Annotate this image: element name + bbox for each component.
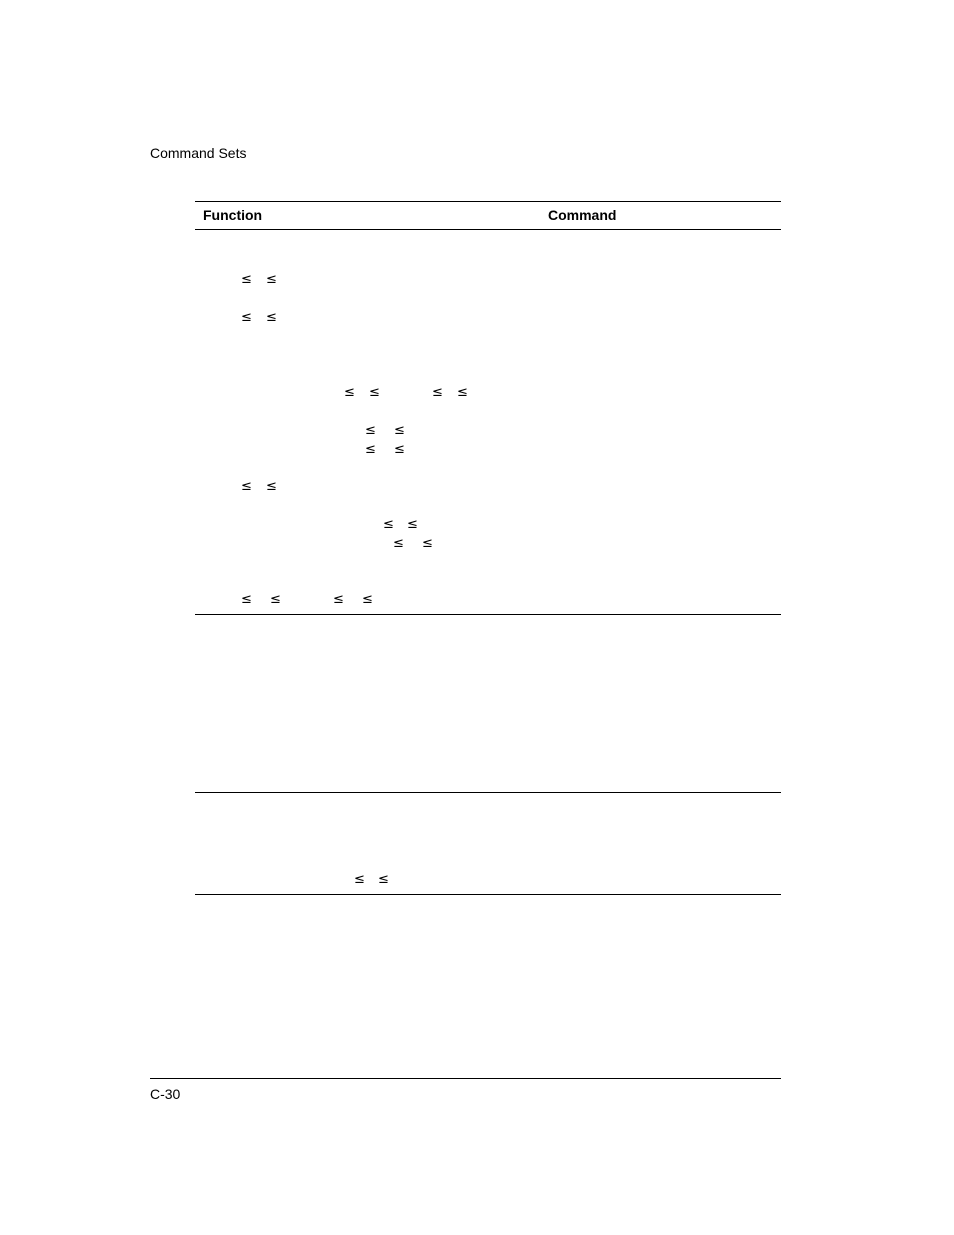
- leq-symbol: ≤: [241, 592, 252, 607]
- leq-symbol: ≤: [266, 310, 277, 325]
- table-section-rule: [195, 792, 781, 793]
- leq-symbol: ≤: [344, 385, 355, 400]
- table-section-rule: [195, 614, 781, 615]
- leq-symbol: ≤: [369, 385, 380, 400]
- leq-symbol: ≤: [383, 517, 394, 532]
- leq-symbol: ≤: [432, 385, 443, 400]
- page-number: C-30: [150, 1086, 181, 1102]
- leq-symbol: ≤: [270, 592, 281, 607]
- table-header-rule: [195, 229, 781, 230]
- leq-symbol: ≤: [266, 272, 277, 287]
- leq-symbol: ≤: [378, 872, 389, 887]
- leq-symbol: ≤: [365, 423, 376, 438]
- leq-symbol: ≤: [393, 536, 404, 551]
- leq-symbol: ≤: [362, 592, 373, 607]
- footer-rule: [150, 1078, 781, 1079]
- leq-symbol: ≤: [394, 423, 405, 438]
- leq-symbol: ≤: [241, 479, 252, 494]
- leq-symbol: ≤: [457, 385, 468, 400]
- leq-symbol: ≤: [354, 872, 365, 887]
- leq-symbol: ≤: [365, 442, 376, 457]
- leq-symbol: ≤: [394, 442, 405, 457]
- table-bottom-rule: [195, 894, 781, 895]
- leq-symbol: ≤: [333, 592, 344, 607]
- leq-symbol: ≤: [241, 310, 252, 325]
- leq-symbol: ≤: [266, 479, 277, 494]
- table-top-rule: [195, 201, 781, 202]
- leq-symbol: ≤: [241, 272, 252, 287]
- running-header: Command Sets: [150, 145, 247, 161]
- column-header-command: Command: [548, 207, 617, 223]
- leq-symbol: ≤: [422, 536, 433, 551]
- leq-symbol: ≤: [407, 517, 418, 532]
- column-header-function: Function: [203, 207, 263, 223]
